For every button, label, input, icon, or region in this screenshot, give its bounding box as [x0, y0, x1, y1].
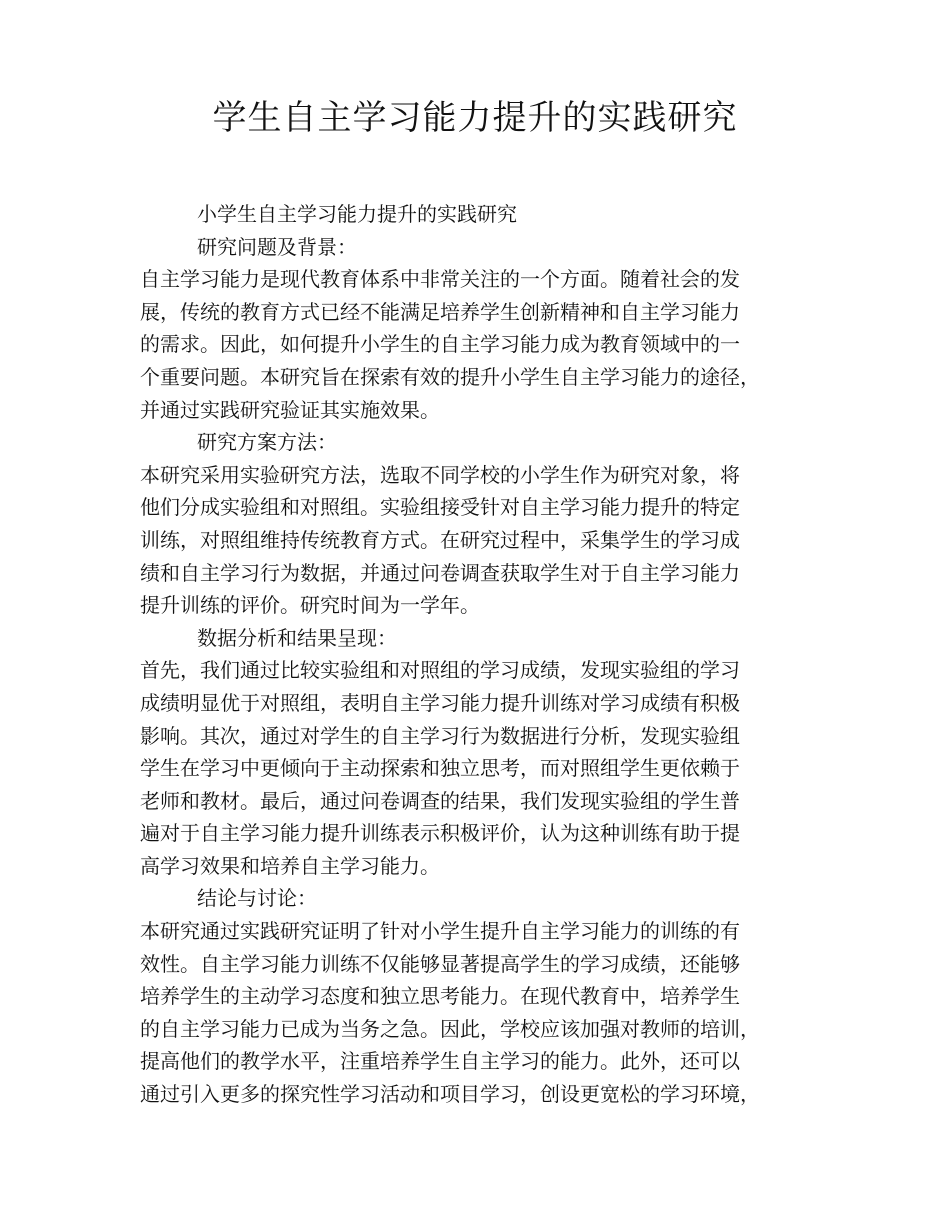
paragraph-line: 老师和教材。最后，通过问卷调查的结果，我们发现实验组的学生普 [140, 788, 740, 813]
paragraph-line: 首先，我们通过比较实验组和对照组的学习成绩，发现实验组的学习 [140, 658, 740, 683]
paragraph-line: 并通过实践研究验证其实施效果。 [140, 397, 440, 422]
paragraph-line: 个重要问题。本研究旨在探索有效的提升小学生自主学习能力的途径， [140, 364, 760, 389]
paragraph-line: 自主学习能力是现代教育体系中非常关注的一个方面。随着社会的发 [140, 267, 740, 292]
paragraph-line: 影响。其次，通过对学生的自主学习行为数据进行分析，发现实验组 [140, 723, 740, 748]
paragraph-line: 成绩明显优于对照组，表明自主学习能力提升训练对学习成绩有积极 [140, 690, 740, 715]
paragraph-line: 训练，对照组维持传统教育方式。在研究过程中，采集学生的学习成 [140, 527, 740, 552]
document-title: 学生自主学习能力提升的实践研究 [212, 98, 738, 138]
section-heading-line: 研究问题及背景： [197, 234, 357, 259]
paragraph-line: 本研究采用实验研究方法，选取不同学校的小学生作为研究对象，将 [140, 462, 740, 487]
paragraph-line: 学生在学习中更倾向于主动探索和独立思考，而对照组学生更依赖于 [140, 756, 740, 781]
paragraph-line: 遍对于自主学习能力提升训练表示积极评价，认为这种训练有助于提 [140, 821, 740, 846]
paragraph-line: 展，传统的教育方式已经不能满足培养学生创新精神和自主学习能力 [140, 299, 740, 324]
paragraph-line: 他们分成实验组和对照组。实验组接受针对自主学习能力提升的特定 [140, 495, 740, 520]
paragraph-line: 本研究通过实践研究证明了针对小学生提升自主学习能力的训练的有 [140, 919, 740, 944]
section-heading-line: 小学生自主学习能力提升的实践研究 [197, 202, 517, 226]
paragraph-line: 的需求。因此，如何提升小学生的自主学习能力成为教育领域中的一 [140, 332, 740, 357]
paragraph-line: 绩和自主学习行为数据，并通过问卷调查获取学生对于自主学习能力 [140, 560, 740, 585]
section-heading-line: 结论与讨论： [197, 886, 317, 911]
document-body [140, 198, 840, 1111]
section-heading-line: 研究方案方法： [197, 430, 337, 455]
paragraph-line: 效性。自主学习能力训练不仅能够显著提高学生的学习成绩，还能够 [140, 951, 740, 976]
section-heading-line: 数据分析和结果呈现： [197, 625, 397, 650]
paragraph-line: 提升训练的评价。研究时间为一学年。 [140, 593, 480, 618]
paragraph-line: 的自主学习能力已成为当务之急。因此，学校应该加强对教师的培训， [140, 1016, 760, 1041]
paragraph-line: 通过引入更多的探究性学习活动和项目学习，创设更宽松的学习环境， [140, 1082, 760, 1107]
paragraph-line: 高学习效果和培养自主学习能力。 [140, 853, 440, 878]
paragraph-line: 培养学生的主动学习态度和独立思考能力。在现代教育中，培养学生 [140, 984, 740, 1009]
paragraph-line: 提高他们的教学水平，注重培养学生自主学习的能力。此外，还可以 [140, 1049, 740, 1074]
